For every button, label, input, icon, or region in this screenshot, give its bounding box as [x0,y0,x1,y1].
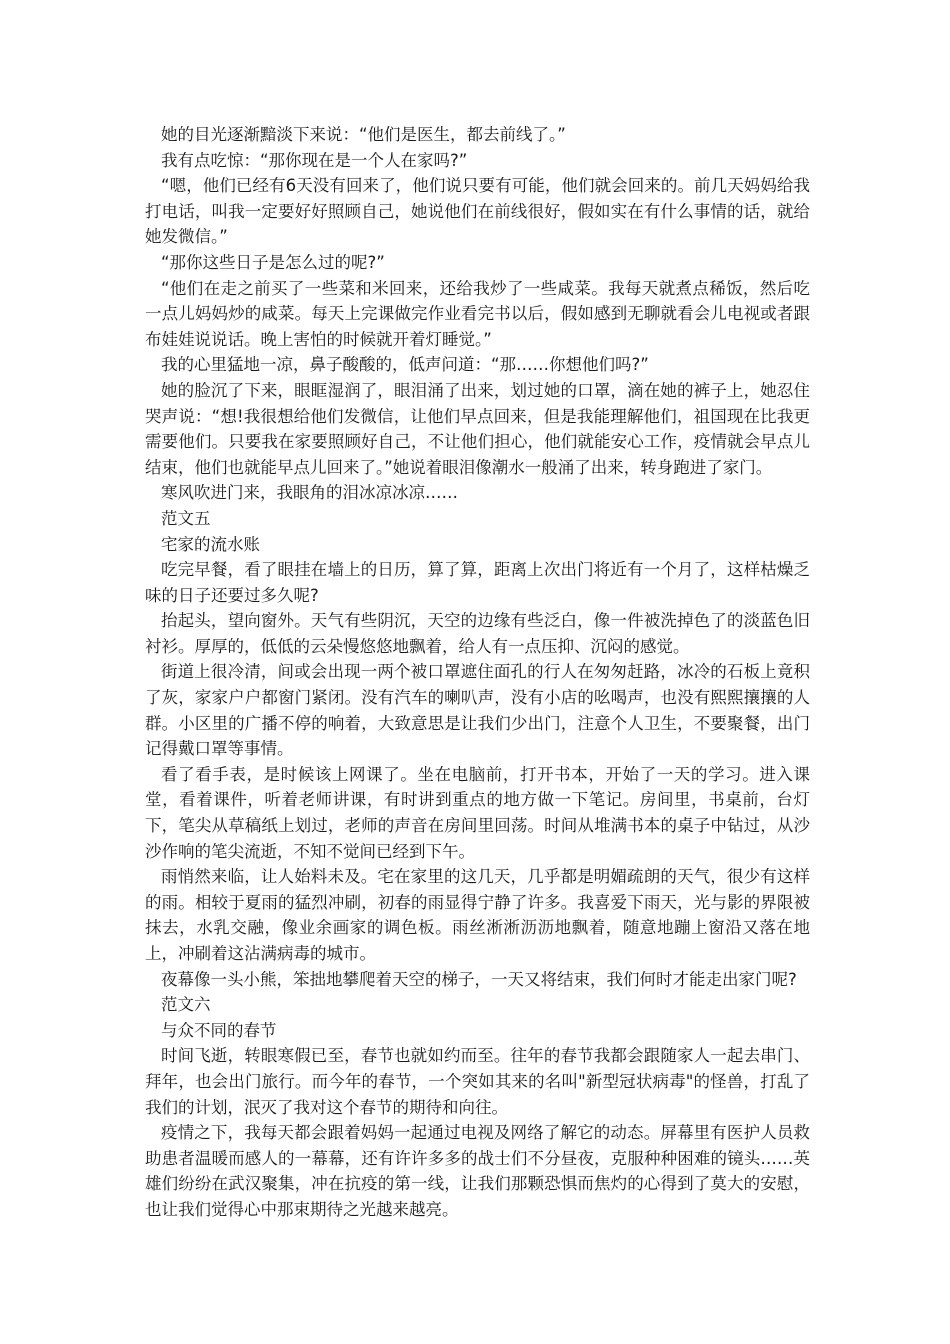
paragraph: 她的脸沉了下来，眼眶湿润了，眼泪涌了出来，划过她的口罩，滴在她的裤子上，她忍住哭声说：“想!我很想给他们发微信，让他们早点回来，但是我能理解他们，祖国现在比我更需要他们。只要我在家要照顾好自己，不让他们担心，他们就能安心工作，疫情就会早点儿结束，他们也就能早点儿回来了。”她说着眼泪像潮水一般涌了出来，转身跑进了家门。 [145,380,810,477]
paragraph: 夜幕像一头小熊，笨拙地攀爬着天空的梯子，一天又将结束，我们何时才能走出家门呢? [161,969,797,989]
section-label: 范文五 [161,508,211,528]
paragraph: 街道上很冷清，间或会出现一两个被口罩遮住面孔的行人在匆匆赶路，冰冷的石板上竟积了灰，家家户户都窗门紧闭。没有汽车的喇叭声，没有小店的吆喝声，也没有熙熙攘攘的人群。小区里的广播不停的响着，大致意思是让我们少出门，注意个人卫生，不要聚餐，出门记得戴口罩等事情。 [145,662,810,759]
essay-title: 宅家的流水账 [161,534,260,554]
paragraph: “他们在走之前买了一些菜和米回来，还给我炒了一些咸菜。我每天就煮点稀饭，然后吃一点儿妈妈炒的咸菜。每天上完课做完作业看完书以后，假如感到无聊就看会儿电视或者跟布娃娃说说话。晚上害怕的时候就开着灯睡觉。” [145,278,810,349]
paragraph: 吃完早餐，看了眼挂在墙上的日历，算了算，距离上次出门将近有一个月了，这样枯燥乏味的日子还要过多久呢? [145,560,810,605]
essay-title: 与众不同的春节 [161,1020,277,1040]
paragraph: 抬起头，望向窗外。天气有些阴沉，天空的边缘有些泛白，像一件被洗掉色了的淡蓝色旧衬衫。厚厚的，低低的云朵慢悠悠地飘着，给人有一点压抑、沉闷的感觉。 [145,611,810,656]
section-label: 范文六 [161,995,211,1015]
paragraph: 我有点吃惊：“那你现在是一个人在家吗?” [161,150,468,170]
paragraph: “嗯，他们已经有6天没有回来了，他们说只要有可能，他们就会回来的。前几天妈妈给我打电话，叫我一定要好好照顾自己，她说他们在前线很好，假如实在有什么事情的话，就给她发微信。” [145,176,810,247]
paragraph: 寒风吹进门来，我眼角的泪冰凉冰凉…… [161,483,458,503]
document-body [145,122,810,1223]
paragraph: 疫情之下，我每天都会跟着妈妈一起通过电视及网络了解它的动态。屏幕里有医护人员救助患者温暖而感人的一幕幕，还有许许多多的战士们不分昼夜，克服种种困难的镜头……英雄们纷纷在武汉聚集，冲在抗疫的第一线，让我们那颗恐惧而焦灼的心得到了莫大的安慰，也让我们觉得心中那束期待之光越来越亮。 [145,1123,810,1219]
paragraph: 我的心里猛地一凉，鼻子酸酸的，低声问道：“那……你想他们吗?” [161,355,649,375]
paragraph: 她的目光逐渐黯淡下来说：“他们是医生，都去前线了。” [161,125,566,144]
paragraph: 看了看手表，是时候该上网课了。坐在电脑前，打开书本，开始了一天的学习。进入课堂，看着课件，听着老师讲课，有时讲到重点的地方做一下笔记。房间里，书桌前，台灯下，笔尖从草稿纸上划过，老师的声音在房间里回荡。时间从堆满书本的桌子中钻过，从沙沙作响的笔尖流逝，不知不觉间已经到下午。 [145,764,810,861]
paragraph: 雨悄然来临，让人始料未及。宅在家里的这几天，几乎都是明媚疏朗的天气，很少有这样的雨。相较于夏雨的猛烈冲刷，初春的雨显得宁静了许多。我喜爱下雨天，光与影的界限被抹去，水乳交融，像业余画家的调色板。雨丝淅淅沥沥地飘着，随意地蹦上窗沿又落在地上，冲刷着这沾满病毒的城市。 [145,867,810,963]
paragraph: “那你这些日子是怎么过的呢?” [161,252,385,272]
paragraph: 时间飞逝，转眼寒假已至，春节也就如约而至。往年的春节我都会跟随家人一起去串门、拜年，也会出门旅行。而今年的春节，一个突如其来的名叫"新型冠状病毒"的怪兽，打乱了我们的计划，泯灭了我对这个春节的期待和向往。 [145,1046,810,1117]
